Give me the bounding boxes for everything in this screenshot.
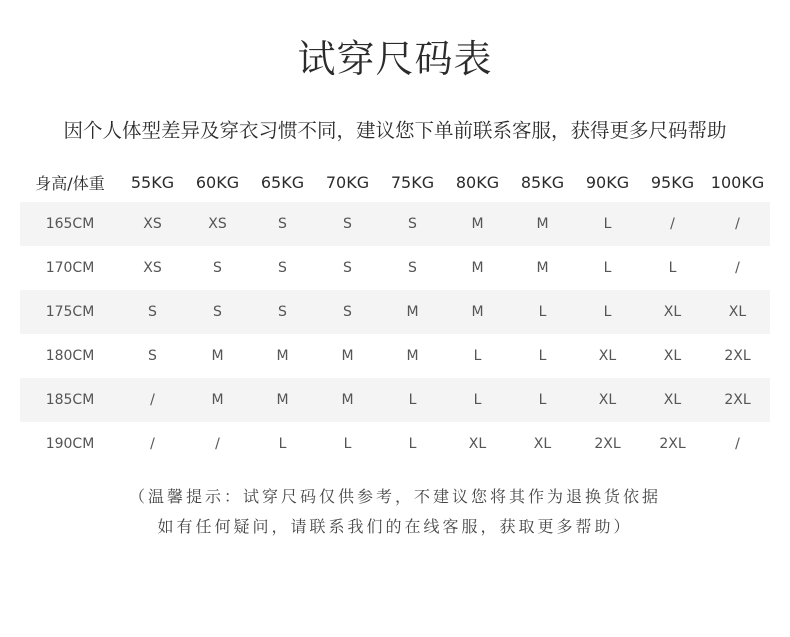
size-cell: M [250,378,315,422]
page-subtitle: 因个人体型差异及穿衣习惯不同，建议您下单前联系客服，获得更多尺码帮助 [63,119,727,142]
table-row [20,290,770,334]
size-cell: XL [640,290,705,334]
size-cell: XL [598,348,617,364]
size-cell: M [315,378,380,422]
size-cell: M [276,348,289,364]
size-cell: 2XL [724,348,751,364]
row-height-label: 165CM [20,202,120,246]
tip-note-line-1: （温馨提示：试穿尺码仅供参考，不建议您将其作为退换货依据 [128,487,661,506]
header-weight-65kg: 65KG [260,172,305,192]
size-cell: / [705,202,770,246]
size-chart-table [20,162,770,466]
size-cell: L [575,202,640,246]
size-cell: M [185,378,250,422]
size-cell: S [380,202,445,246]
header-weight-70kg: 70KG [325,172,370,192]
size-cell: L [668,260,677,276]
header-weight-75kg: 75KG [390,172,435,192]
size-cell: / [735,260,740,276]
size-cell: 2XL [659,436,686,452]
page-title: 试穿尺码表 [297,37,493,81]
size-cell: / [215,436,220,452]
size-cell: L [510,290,575,334]
size-cell: S [408,260,417,276]
size-cell: XL [575,378,640,422]
size-cell: L [380,378,445,422]
size-cell: S [315,290,380,334]
size-cell: S [185,290,250,334]
table-row [20,422,770,466]
size-cell: XL [705,290,770,334]
size-cell: M [536,260,549,276]
size-cell: XL [640,378,705,422]
size-cell: / [735,436,740,452]
size-cell: 2XL [705,378,770,422]
size-cell: S [148,348,157,364]
table-row [20,202,770,246]
size-cell: XS [185,202,250,246]
header-height-weight: 身高/体重 [35,173,105,193]
header-weight-100kg: 100KG [710,172,765,192]
size-cell: L [603,260,612,276]
table-row [20,334,770,378]
size-cell: S [315,202,380,246]
size-cell: XL [468,436,487,452]
header-weight-85kg: 85KG [520,172,565,192]
header-weight-60kg: 60KG [195,172,240,192]
size-cell: / [120,378,185,422]
row-height-label: 175CM [20,290,120,334]
size-cell: M [211,348,224,364]
row-height-label: 170CM [45,260,95,276]
size-cell: M [445,202,510,246]
size-cell: / [150,436,155,452]
row-height-label: 185CM [20,378,120,422]
size-cell: L [445,378,510,422]
size-cell: S [343,260,352,276]
size-cell: S [120,290,185,334]
row-height-label: 190CM [45,436,95,452]
size-cell: M [471,260,484,276]
size-cell: M [380,290,445,334]
header-weight-80kg: 80KG [455,172,500,192]
size-cell: M [341,348,354,364]
size-cell: L [473,348,482,364]
row-height-label: 180CM [45,348,95,364]
size-cell: M [406,348,419,364]
size-cell: L [278,436,287,452]
size-cell: L [575,290,640,334]
size-cell: S [250,290,315,334]
size-cell: L [538,348,547,364]
size-cell: / [640,202,705,246]
size-cell: XS [120,202,185,246]
table-row [20,378,770,422]
size-cell: L [408,436,417,452]
size-cell: S [213,260,222,276]
size-cell: XL [663,348,682,364]
size-cell: XL [533,436,552,452]
table-row [20,246,770,290]
header-weight-95kg: 95KG [650,172,695,192]
size-cell: S [278,260,287,276]
size-cell: S [250,202,315,246]
size-cell: M [445,290,510,334]
table-header-row [20,162,770,202]
header-weight-90kg: 90KG [585,172,630,192]
size-cell: L [510,378,575,422]
header-weight-55kg: 55KG [130,172,175,192]
size-cell: L [343,436,352,452]
size-cell: XS [143,260,162,276]
size-cell: 2XL [594,436,621,452]
tip-note-line-2: 如有任何疑问，请联系我们的在线客服，获取更多帮助） [157,517,633,536]
size-cell: M [510,202,575,246]
